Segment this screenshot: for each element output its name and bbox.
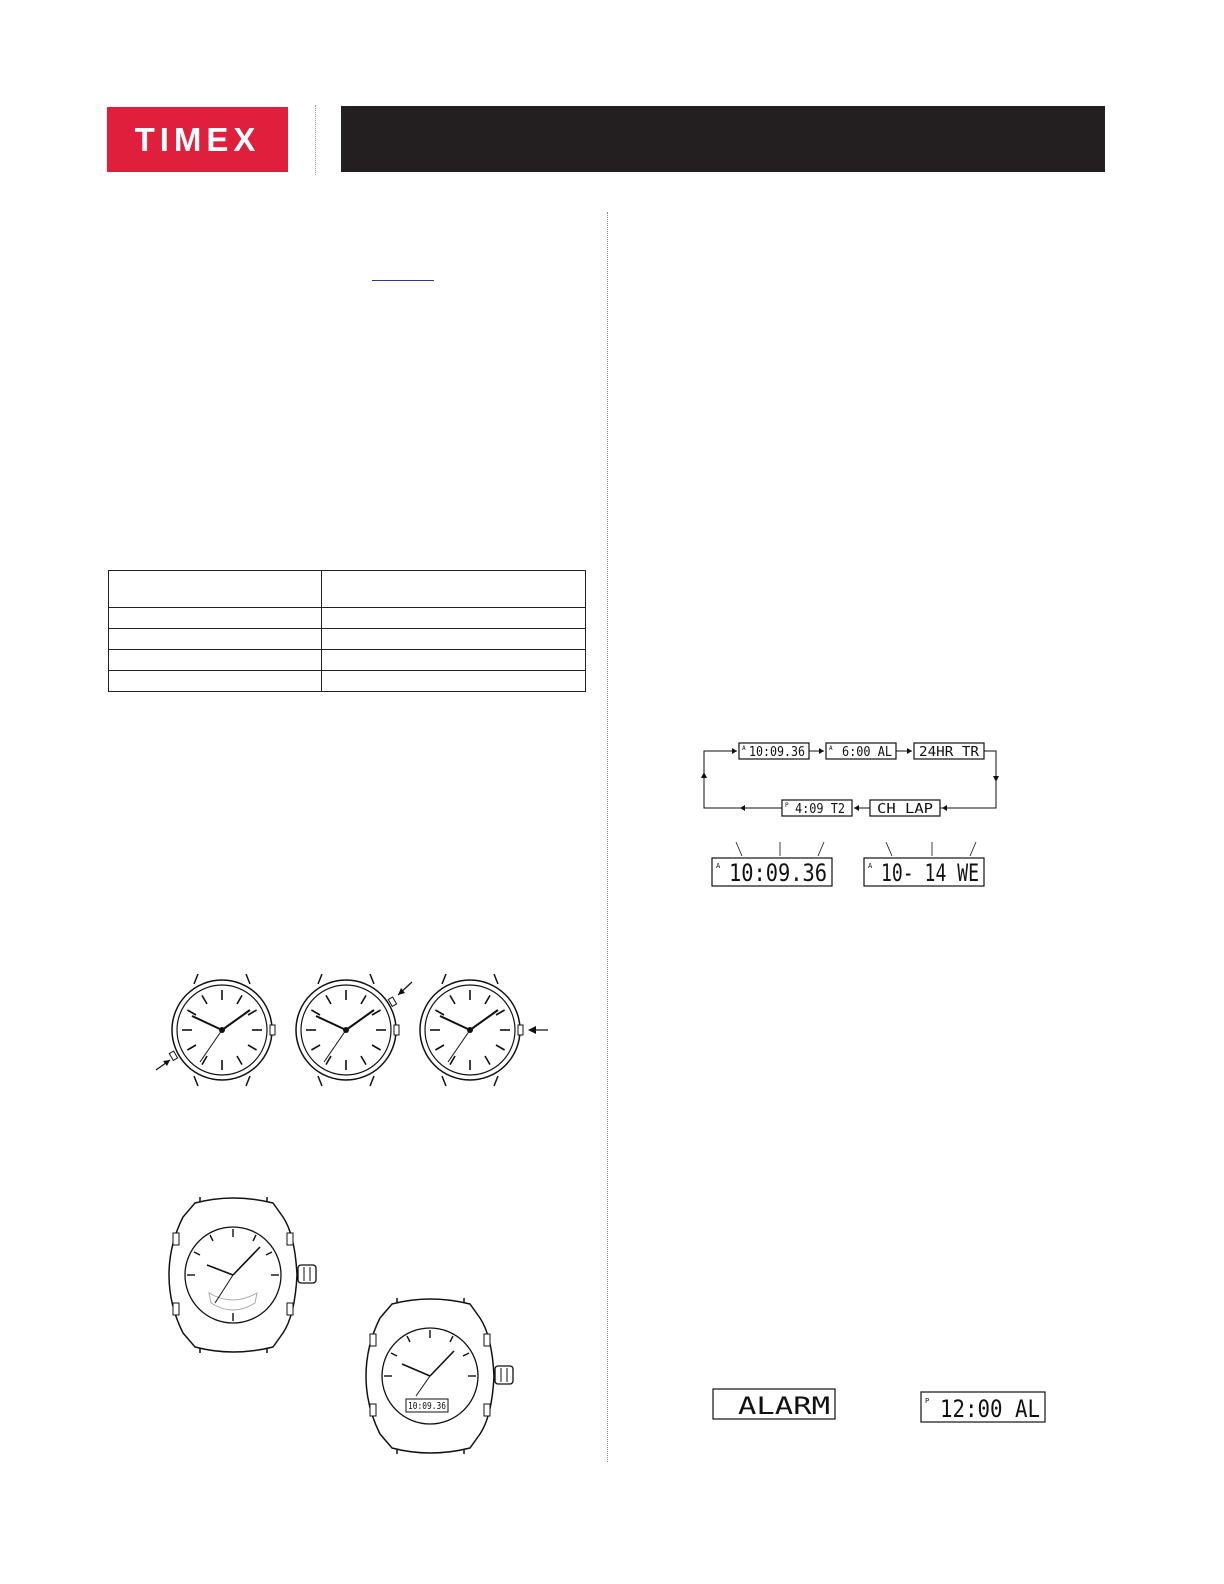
- table-cell: [322, 650, 586, 671]
- lcd-alarm-mode: [826, 743, 896, 760]
- watch-pusher-lower-left: [156, 974, 275, 1086]
- lcd-chrono-mode: [870, 800, 940, 817]
- table-row: [109, 608, 586, 629]
- lcd-text: 10:09.36: [749, 745, 805, 760]
- timex-logo: [107, 107, 288, 172]
- lcd-indicator: A: [742, 745, 746, 752]
- lcd-indicator: A: [868, 862, 873, 870]
- lcd-time-large: [712, 858, 832, 887]
- table-row: [109, 650, 586, 671]
- spec-table: [108, 570, 586, 692]
- watch-crown: [420, 974, 548, 1086]
- lcd-time-mode: [739, 743, 809, 760]
- lcd-text: 6:00 AL: [842, 745, 893, 760]
- lcd-indicator: A: [829, 745, 833, 752]
- lcd-indicator: A: [716, 862, 721, 870]
- mode-cycle-diagram: [700, 738, 1010, 893]
- table-cell: [109, 671, 322, 692]
- column-divider: [607, 212, 608, 1462]
- lcd-indicator: P: [925, 1397, 930, 1405]
- table-cell: [109, 650, 322, 671]
- lcd-text: ALARM: [738, 1392, 830, 1420]
- watch-lcd-text: 10:09.36: [408, 1401, 446, 1412]
- alarm-display: [712, 1388, 838, 1422]
- ana-digi-watch-display: [362, 1296, 532, 1456]
- lcd-text: 10- 14 WE: [881, 859, 979, 887]
- lcd-text: 4:09 T2: [795, 802, 845, 817]
- web-link[interactable]: [372, 266, 434, 281]
- lcd-time2-mode: [782, 800, 852, 817]
- lcd-date-large: [864, 858, 984, 887]
- table-cell: [109, 629, 322, 650]
- header-bar: [341, 106, 1105, 172]
- logo-divider: [315, 105, 316, 175]
- table-cell: [322, 671, 586, 692]
- alarm-time-display: [920, 1391, 1048, 1425]
- lcd-text: 12:00 AL: [940, 1395, 1040, 1423]
- table-row: [109, 671, 586, 692]
- lcd-text: 24HR TR: [919, 745, 980, 760]
- table-cell: [322, 571, 586, 608]
- table-cell: [322, 629, 586, 650]
- table-row: [109, 571, 586, 608]
- lcd-timer-mode: [914, 743, 984, 760]
- watch-illustrations-row: [150, 970, 550, 1090]
- lcd-indicator: P: [785, 802, 789, 809]
- logo-text: TIMEX: [134, 120, 261, 158]
- table-row: [109, 629, 586, 650]
- table-cell: [109, 571, 322, 608]
- table-cell: [322, 608, 586, 629]
- ana-digi-watch-blank: [165, 1195, 335, 1355]
- lcd-text: 10:09.36: [729, 859, 827, 887]
- table-cell: [109, 608, 322, 629]
- watch-pusher-upper-right: [296, 974, 412, 1086]
- lcd-text: CH LAP: [877, 802, 934, 817]
